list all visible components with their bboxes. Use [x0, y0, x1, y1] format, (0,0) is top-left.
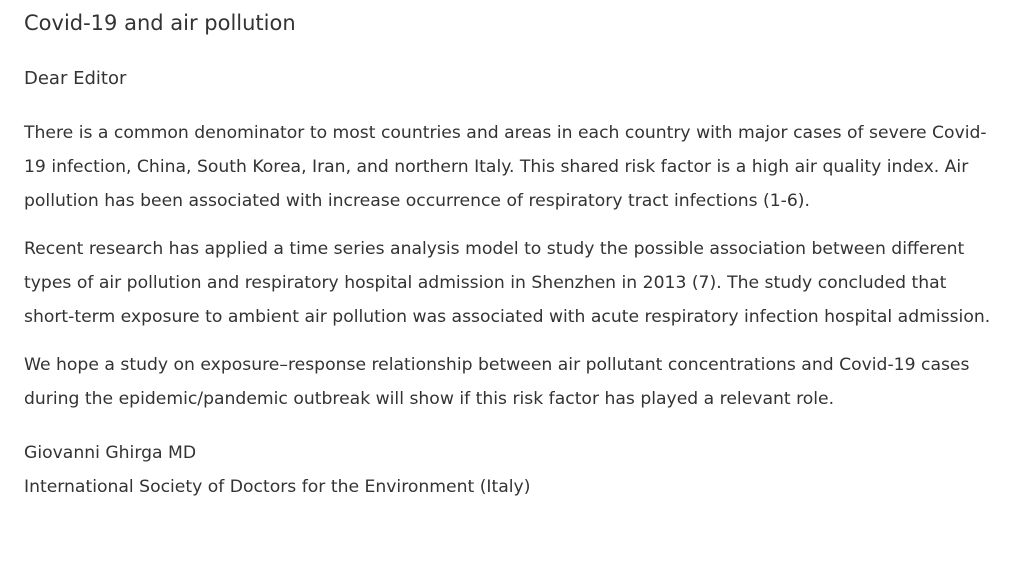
signature-block	[24, 436, 1000, 504]
paragraph-2: Recent research has applied a time series analysis model to study the possible association between different types of air pollution and respiratory hospital admission in Shenzhen in 2013 (7). The study concluded that short-term exposure to ambient air pollution was associated with acute respiratory infection hospital admission.	[24, 239, 991, 327]
paragraph-1: There is a common denominator to most countries and areas in each country with major cases of severe Covid-19 infection, China, South Korea, Iran, and northern Italy. This shared risk factor is a high air quality index. Air pollution has been associated with increase occurrence of respiratory tract infections (1-6).	[24, 123, 987, 211]
page-title: Covid-19 and air pollution	[24, 11, 296, 35]
paragraph-3: We hope a study on exposure–response relationship between air pollutant concentrations and Covid-19 cases during the epidemic/pandemic outbreak will show if this risk factor has played a relevant role.	[24, 355, 970, 409]
author-affiliation: International Society of Doctors for the Environment (Italy)	[24, 477, 531, 497]
salutation: Dear Editor	[24, 68, 127, 89]
author-name: Giovanni Ghirga MD	[24, 443, 197, 463]
